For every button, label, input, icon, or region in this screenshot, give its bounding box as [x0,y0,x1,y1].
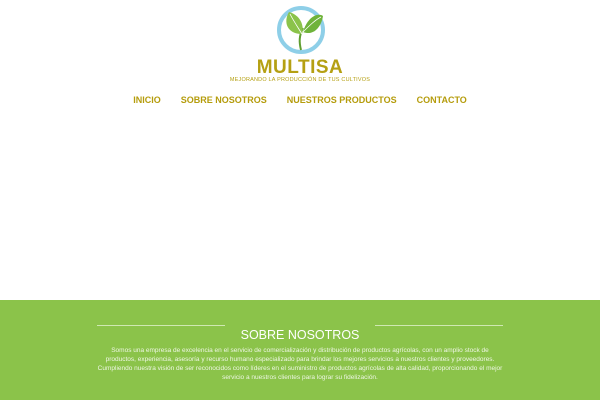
divider-left [97,325,225,326]
divider-right [375,325,503,326]
about-text: Somos una empresa de excelencia en el servicio de comercialización y distribución de productos agrícolas, con un amplio stock de productos, experiencia, asesoría y recurso humano especializado para brindar los mejores servicios a nuestros clientes y proveedores. Cumpliendo nuestra visión de ser reconocidos como líderes en el suministro de productos agrícolas de alta calidad, proporcionando el mejor servicio a nuestros clientes para lograr su fidelización. [97,346,503,381]
about-section [0,300,600,400]
brand-name: MULTISA [256,57,344,78]
nav-item-inicio[interactable]: INICIO [133,95,161,105]
main-nav [0,93,600,107]
brand-tagline: MEJORANDO LA PRODUCCIÓN DE TUS CULTIVOS [229,77,371,83]
logo[interactable] [225,4,375,84]
nav-item-nuestros-productos[interactable]: NUESTROS PRODUCTOS [286,95,397,105]
nav-item-contacto[interactable]: CONTACTO [416,95,467,105]
nav-item-sobre-nosotros[interactable]: SOBRE NOSOTROS [180,95,267,105]
about-title: SOBRE NOSOTROS [240,328,360,343]
